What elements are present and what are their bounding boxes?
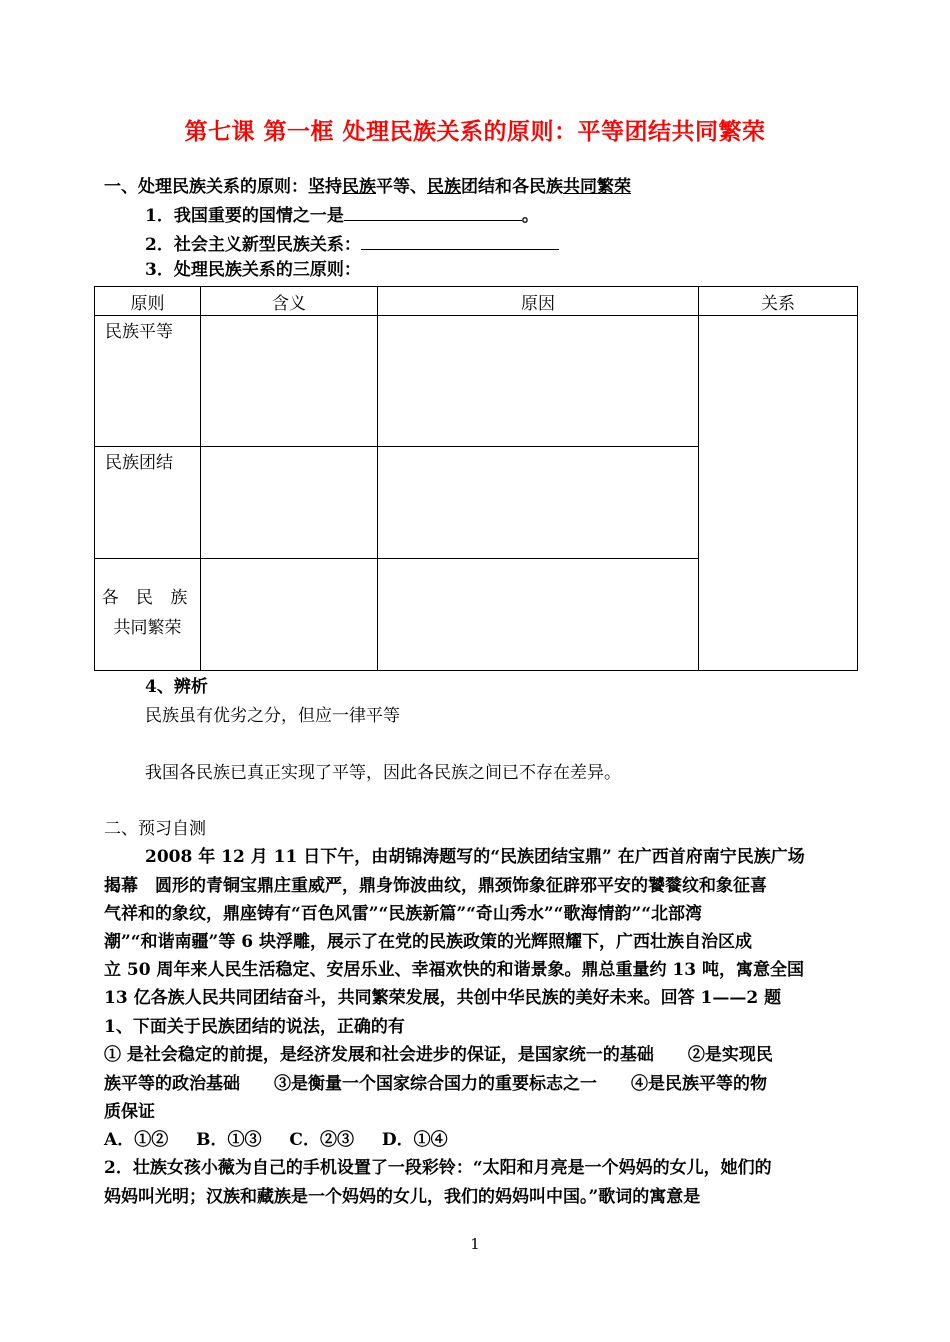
section1-heading-u1: 民族 xyxy=(342,177,376,197)
row-label-cell xyxy=(95,316,201,447)
page-title: 第七课 第一框 处理民族关系的原则：平等团结共同繁荣 xyxy=(184,118,766,145)
row-label xyxy=(95,559,200,643)
question-2-label: 2．社会主义新型民族关系： xyxy=(145,235,361,255)
relation-answer-cell[interactable] xyxy=(699,316,858,671)
answer-cell[interactable] xyxy=(378,447,699,559)
section1-heading-u3: 共同繁荣 xyxy=(563,177,631,197)
passage-line: 潮”“和谐南疆”等 6 块浮雕，展示了在党的民族政策的光辉照耀下，广西壮族自治区成 xyxy=(104,932,752,952)
question-2 xyxy=(145,233,559,255)
question-4-item: 民族虽有优劣之分，但应一律平等 xyxy=(145,706,400,726)
section1-heading-mid1: 平等、 xyxy=(376,177,427,197)
table-row xyxy=(95,316,858,447)
question-2-blank[interactable] xyxy=(361,233,559,250)
table-header-cell: 原因 xyxy=(378,287,699,316)
mcq-1-statement: ① 是社会稳定的前提，是经济发展和社会进步的保证，是国家统一的基础 ②是实现民 xyxy=(104,1045,773,1065)
question-1-blank[interactable] xyxy=(344,204,522,221)
mcq-2-line: 妈妈叫光明；汉族和藏族是一个妈妈的女儿，我们的妈妈叫中国。”歌词的寓意是 xyxy=(104,1187,701,1207)
section1-heading xyxy=(104,177,631,197)
passage-line: 气祥和的象纹，鼎座铸有“百色风雷”“民族新篇”“奇山秀水”“歌海情韵”“北部湾 xyxy=(104,904,703,924)
table-header-row xyxy=(95,287,858,316)
row-label: 民族团结 xyxy=(105,453,173,473)
table-header-cell: 关系 xyxy=(699,287,858,316)
row-label-cell xyxy=(95,447,201,559)
principles-table xyxy=(94,286,858,671)
section1-heading-u2: 民族 xyxy=(427,177,461,197)
passage-line: 13 亿各族人民共同团结奋斗，共同繁荣发展，共创中华民族的美好未来。回答 1——2 题 xyxy=(104,988,782,1008)
mcq-1-stem: 1、下面关于民族团结的说法，正确的有 xyxy=(104,1017,405,1037)
question-1-end: 。 xyxy=(521,206,539,226)
passage-line: 2008 年 12 月 11 日下午，由胡锦涛题写的“民族团结宝鼎” 在广西首府南宁民族广场 xyxy=(145,847,805,867)
option-d[interactable]: D．①④ xyxy=(381,1130,448,1150)
answer-cell[interactable] xyxy=(201,559,378,671)
answer-cell[interactable] xyxy=(201,447,378,559)
mcq-1-options xyxy=(104,1130,448,1150)
row-label-line1: 各 民 族 xyxy=(101,588,194,608)
question-4-item: 我国各民族已真正实现了平等，因此各民族之间已不存在差异。 xyxy=(145,763,621,783)
passage-line: 立 50 周年来人民生活稳定、安居乐业、幸福欢快的和谐景象。鼎总重量约 13 吨，寓意全国 xyxy=(104,960,804,980)
section1-heading-prefix: 一、处理民族关系的原则：坚持 xyxy=(104,177,342,197)
row-label-line2: 共同繁荣 xyxy=(113,618,182,638)
row-label: 民族平等 xyxy=(105,322,173,342)
mcq-2-line: 2．壮族女孩小薇为自己的手机设置了一段彩铃：“太阳和月亮是一个妈妈的女儿，她们的 xyxy=(104,1158,772,1178)
question-3-label: 3．处理民族关系的三原则： xyxy=(145,260,361,280)
option-c[interactable]: C．②③ xyxy=(289,1130,354,1150)
page-number: 1 xyxy=(470,1235,480,1253)
answer-cell[interactable] xyxy=(378,559,699,671)
answer-cell[interactable] xyxy=(201,316,378,447)
section1-heading-mid2: 团结和各民族 xyxy=(461,177,563,197)
table-header-cell: 含义 xyxy=(201,287,378,316)
question-1-label: 1．我国重要的国情之一是 xyxy=(145,206,344,226)
question-1 xyxy=(145,204,539,226)
question-4-label: 4、辨析 xyxy=(145,677,208,697)
table-header-cell: 原则 xyxy=(95,287,201,316)
option-b[interactable]: B．①③ xyxy=(196,1130,262,1150)
option-a[interactable]: A．①② xyxy=(104,1130,169,1150)
mcq-1-statement: 族平等的政治基础 ③是衡量一个国家综合国力的重要标志之一 ④是民族平等的物 xyxy=(104,1074,767,1094)
answer-cell[interactable] xyxy=(378,316,699,447)
passage-line: 揭幕 圆形的青铜宝鼎庄重威严，鼎身饰波曲纹，鼎颈饰象征辟邪平安的饕餮纹和象征喜 xyxy=(104,876,767,896)
section2-heading: 二、预习自测 xyxy=(104,819,206,839)
mcq-1-statement: 质保证 xyxy=(104,1102,155,1122)
row-label-cell xyxy=(95,559,201,671)
